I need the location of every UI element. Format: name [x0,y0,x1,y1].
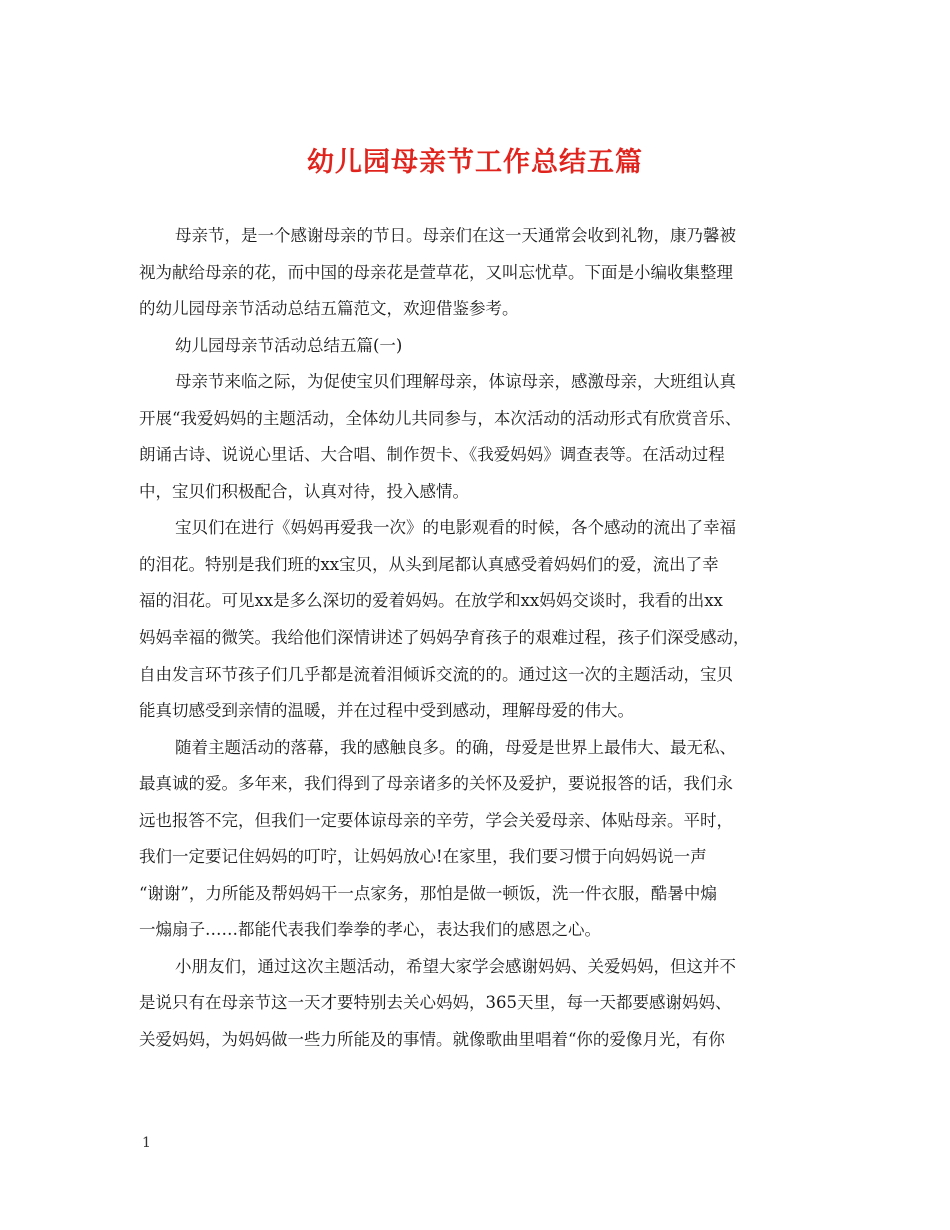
text-line: 宝贝们在进行《妈妈再爱我一次》的电影观看的时候，各个感动的流出了幸福 [175,518,736,538]
page-number: 1 [142,1135,151,1151]
text-line: 的幼儿园母亲节活动总结五篇范文，欢迎借鉴参考。 [139,299,519,319]
text-line: 的泪花。特别是我们班的xx宝贝，从头到尾都认真感受着妈妈们的爱，流出了幸 [139,554,719,574]
text-line: 母亲节，是一个感谢母亲的节日。母亲们在这一天通常会收到礼物，康乃馨被 [175,226,736,245]
text-line: 中，宝贝们积极配合，认真对待，投入感情。 [139,481,469,501]
document-title: 幼儿园母亲节工作总结五篇 [307,147,643,178]
document-body [139,218,819,1059]
text-line: 母亲节来临之际，为促使宝贝们理解母亲，体谅母亲，感激母亲，大班组认真 [175,372,736,392]
text-line: 随着主题活动的落幕，我的感触良多。的确，母爱是世界上最伟大、最无私、 [175,737,736,757]
text-line: 远也报答不完，但我们一定要体谅母亲的辛劳，学会关爱母亲、体贴母亲。平时， [139,810,733,830]
text-line: 开展“我爱妈妈的主题活动，全体幼儿共同参与，本次活动的活动形式有欣赏音乐、 [139,408,742,428]
text-line: 小朋友们，通过这次主题活动，希望大家学会感谢妈妈、关爱妈妈，但这并不 [175,956,736,976]
text-line: 能真切感受到亲情的温暖，并在过程中受到感动，理解母爱的伟大。 [139,701,634,721]
text-line: 福的泪花。可见xx是多么深切的爱着妈妈。在放学和xx妈妈交谈时，我看的出xx [139,591,723,611]
text-line: 是说只有在母亲节这一天才要特别去关心妈妈，365天里，每一天都要感谢妈妈、 [139,993,732,1013]
text-line: 自由发言环节孩子们几乎都是流着泪倾诉交流的的。通过这一次的主题活动，宝贝 [139,664,733,684]
text-line: 视为献给母亲的花，而中国的母亲花是萱草花，又叫忘忧草。下面是小编收集整理 [139,262,733,282]
text-line: 我们一定要记住妈妈的叮咛，让妈妈放心!在家里，我们要习惯于向妈妈说一声 [139,847,707,867]
text-line: “谢谢”，力所能及帮妈妈干一点家务，那怕是做一顿饭，洗一件衣服，酷暑中煽 [139,883,717,903]
text-line: 朗诵古诗、说说心里话、大合唱、制作贺卡、《我爱妈妈》调查表等。在活动过程 [139,445,725,465]
section-heading: 幼儿园母亲节活动总结五篇(一) [175,335,403,355]
text-line: 妈妈幸福的微笑。我给他们深情讲述了妈妈孕育孩子的艰难过程，孩子们深受感动， [139,628,750,648]
text-line: 一煽扇子……都能代表我们拳拳的孝心，表达我们的感恩之心。 [139,920,601,940]
text-line: 关爱妈妈，为妈妈做一些力所能及的事情。就像歌曲里唱着“你的爱像月光，有你 [139,1030,725,1050]
text-line: 最真诚的爱。多年来，我们得到了母亲诸多的关怀及爱护，要说报答的话，我们永 [139,774,733,794]
